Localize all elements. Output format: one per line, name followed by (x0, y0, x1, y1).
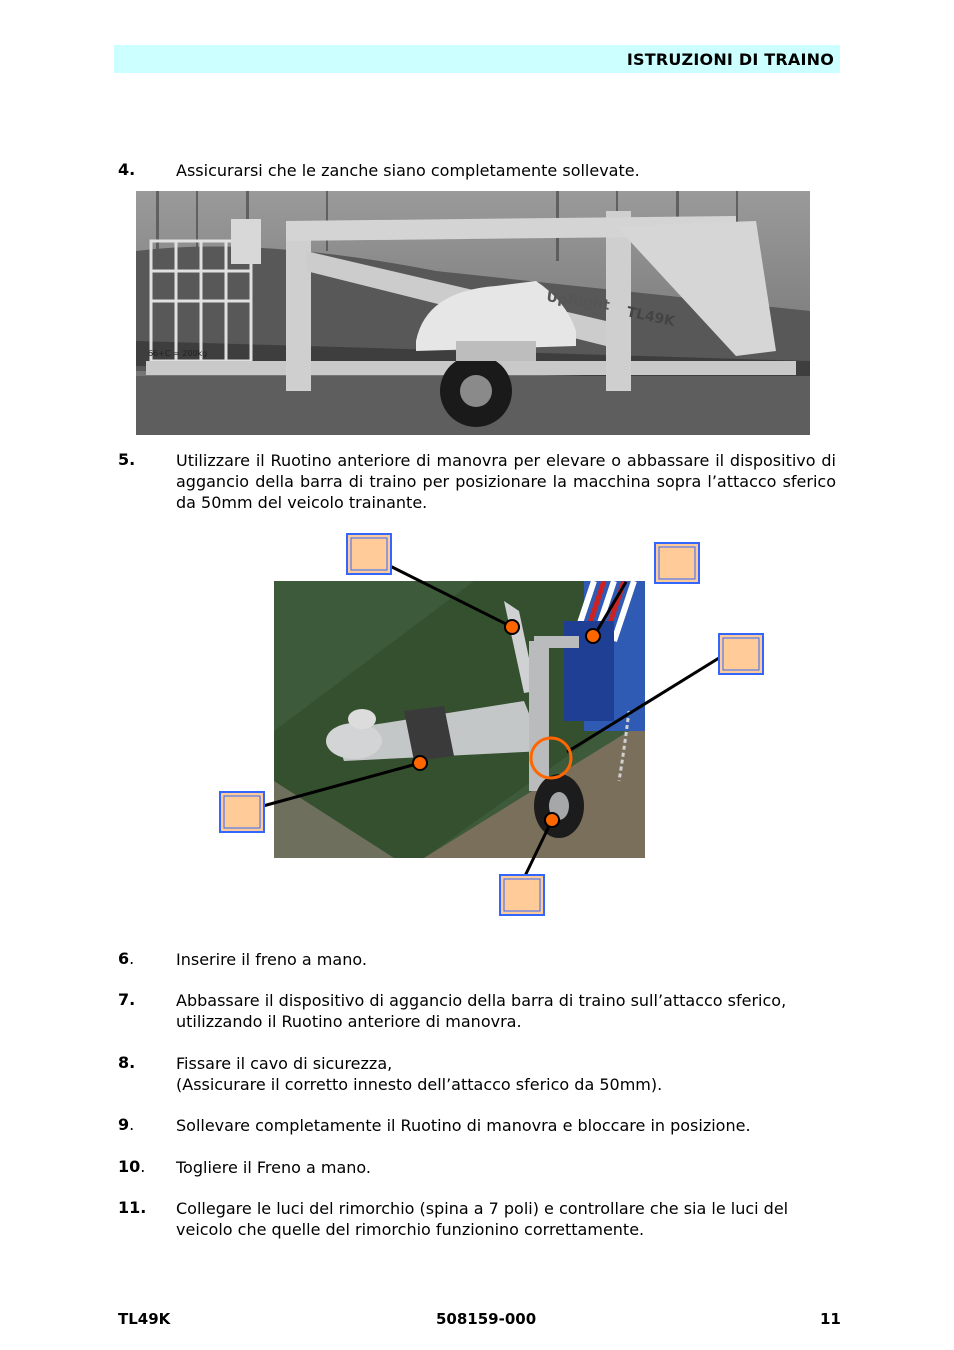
svg-text:TL49K: TL49K (625, 304, 677, 331)
step-number: 6. (118, 949, 135, 968)
step-text-line: Fissare il cavo di sicurezza, (176, 1054, 393, 1073)
step-text: Togliere il Freno a mano. (176, 1158, 372, 1177)
callout-box (347, 534, 391, 574)
footer-model: TL49K (118, 1310, 171, 1328)
svg-text:UpRight: UpRight (545, 289, 611, 314)
footer-doc-number: 508159-000 (436, 1310, 537, 1328)
step-number: 8. (118, 1053, 136, 1072)
svg-text:66+C = 200kg: 66+C = 200kg (148, 349, 208, 358)
step-text (176, 1053, 836, 1095)
step-number: 11. (118, 1198, 147, 1217)
step-number: 7. (118, 990, 136, 1009)
step-number: 10. (118, 1157, 146, 1176)
step-number: 4. (118, 160, 136, 179)
step-text-line: (Assicurare il corretto innesto dell’attacco sferico da 50mm). (176, 1075, 663, 1094)
step-text: Inserire il freno a mano. (176, 950, 367, 969)
header-band (114, 45, 840, 73)
step-text: Assicurarsi che le zanche siano completamente sollevate. (176, 161, 640, 180)
callout-box (220, 792, 264, 832)
step-text: Sollevare completamente il Ruotino di manovra e bloccare in posizione. (176, 1116, 751, 1135)
callout-box (500, 875, 544, 915)
step-number: 9. (118, 1115, 135, 1134)
step-text: Collegare le luci del rimorchio (spina a 7 poli) e controllare che sia le luci del veicolo che quelle del rimorchio funzionino correttamente. (176, 1199, 789, 1239)
section-title: ISTRUZIONI DI TRAINO (626, 50, 834, 69)
trailer-lift-photo (136, 191, 810, 435)
step-text: Abbassare il dispositivo di aggancio della barra di traino sull’attacco sferico, utilizzando il Ruotino anteriore di manovra. (176, 991, 787, 1031)
callout-box (655, 543, 699, 583)
step-text: Utilizzare il Ruotino anteriore di manovra per elevare o abbassare il dispositivo di aggancio della barra di traino per posizionare la macchina sopra l’attacco sferico da 50mm del veicolo trainante. (176, 451, 836, 512)
callout-box (719, 634, 763, 674)
footer-page-number: 11 (820, 1310, 841, 1328)
step-number: 5. (118, 450, 136, 469)
tow-hitch-photo (274, 581, 645, 858)
